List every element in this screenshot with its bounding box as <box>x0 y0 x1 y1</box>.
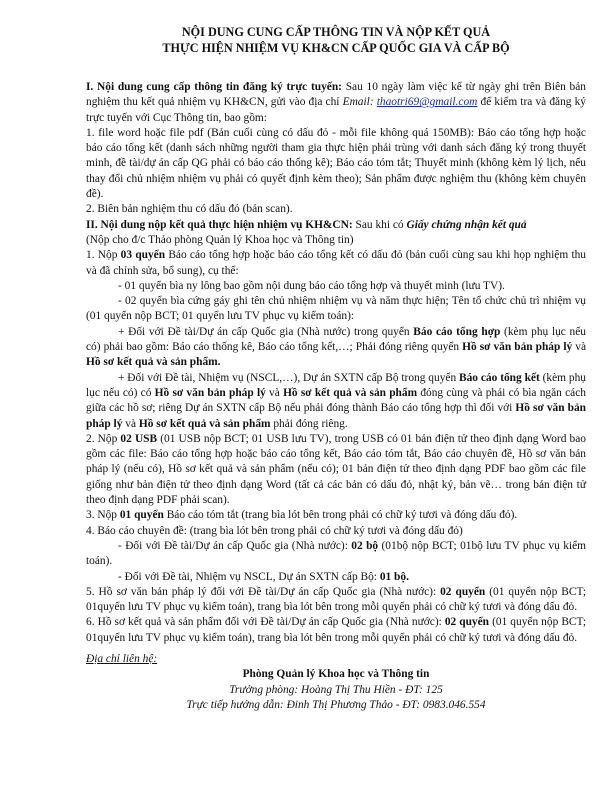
section1-item-1: 1. file word hoặc file pdf (Bản cuối cùng có dấu đỏ - mỗi file không quá 150MB): Báo cáo tổng hợp hoặc báo cáo tổng kết (danh sách những người tham gia thực hiện phải trùng với danh sách đăng ký trong thuyết minh, đề tài/dự án cấp QG phải có báo cáo thống kê); Báo cáo tóm tắt; Thuyết minh (không kèm lý lịch, nếu thay đổi chủ nhiệm nhiệm vụ phải có quyết định kèm theo); Sản phẩm được nghiệm thu (không kèm chuyên đề). <box>86 126 586 201</box>
email-link[interactable]: thaotri69@gmail.com <box>376 96 478 109</box>
item-3: 3. Nộp 01 quyển Báo cáo tóm tắt (trang bìa lót bên trong phải có chữ ký tươi và đóng dấu đỏ). <box>86 509 518 522</box>
section1-heading: I. Nội dung cung cấp thông tin đăng ký trực tuyến: <box>86 81 342 93</box>
item-1-ministry: + Đối với Đề tài, Nhiệm vụ (NSCL,…), Dự án SXTN cấp Bộ trong quyển Báo cáo tổng kết (kèm phụ lục nếu có) có Hồ sơ văn bản pháp lý và Hồ sơ kết quả và sản phẩm đóng cùng và phải có bìa ngăn cách giữa các hồ sơ; riêng Dự án SXTN cấp Bộ nếu phải đóng thành Báo cáo tổng hợp thì đối với Hồ sơ văn bản pháp lý và Hồ sơ kết quả và sản phẩm phải đóng riêng. <box>86 371 586 430</box>
contact-label: Địa chỉ liên hệ: <box>86 652 158 665</box>
item-1: 1. Nộp 03 quyển Báo cáo tổng hợp hoặc báo cáo tổng kết có dấu đỏ (bản cuối cùng sau khi họp nghiệm thu và đã chỉnh sửa, bổ sung), cụ thể: <box>86 249 586 277</box>
section2-intro: II. Nội dung nộp kết quả thực hiện nhiệm vụ KH&CN: Sau khi có Giấy chứng nhận kết quả <box>86 218 527 231</box>
certificate-text: Giấy chứng nhận kết quả <box>406 218 527 231</box>
contact-head: Trưởng phòng: Hoàng Thị Thu Hiền - ĐT: 125 <box>229 683 443 696</box>
item-2: 2. Nộp 02 USB (01 USB nộp BCT; 01 USB lưu TV), trong USB có 01 bản điện tử theo định dạng Word bao gồm các file: Báo cáo tổng hợp hoặc báo cáo tổng kết, Báo cáo tóm tắt, Báo cáo chuyên đề, Hồ sơ văn bản pháp lý (nếu có), Hồ sơ kết quả và sản phẩm (nếu có); 01 bản điện tử theo định dạng PDF bao gồm các file giống như bản điện tử theo định dạng Word (tất cả các bản có dấu đỏ, nhật ký, bản vẽ… trong bản điện tử theo định dạng PDF phải scan). <box>86 432 586 507</box>
item-1-national: + Đối với Đề tài/Dự án cấp Quốc gia (Nhà nước) trong quyển Báo cáo tổng hợp (kèm phụ lục nếu có) phải bao gồm: Báo cáo thống kê, Báo cáo tổng kết,…; Phải đóng riêng quyển Hồ sơ văn bản pháp lý và Hồ sơ kết quả và sản phẩm. <box>86 325 587 369</box>
email-label: Email: <box>342 96 374 109</box>
title-line-1: NỘI DUNG CUNG CẤP THÔNG TIN VÀ NỘP KẾT QUẢ <box>181 25 491 39</box>
section1-item-2: 2. Biên bản nghiệm thu có dấu đỏ (bản scan). <box>86 203 293 216</box>
contact-office: Phòng Quản lý Khoa học và Thông tin <box>242 668 430 681</box>
title-line-2: THỰC HIỆN NHIỆM VỤ KH&CN CẤP QUỐC GIA VÀ CẤP BỘ <box>162 41 510 55</box>
item-4-national: - Đối với Đề tài/Dự án cấp Quốc gia (Nhà nước): 02 bộ (01bộ nộp BCT; 01bộ lưu TV phục vụ kiểm toán). <box>86 539 586 568</box>
contact-direct: Trực tiếp hướng dẫn: Đinh Thị Phương Thảo - ĐT: 0983.046.554 <box>186 698 486 711</box>
item-4-ministry: - Đối với Đề tài, Nhiệm vụ NSCL, Dự án SXTN cấp Bộ: 01 bộ. <box>118 570 409 583</box>
item-4: 4. Báo cáo chuyên đề: (trang bìa lót bên trong phải có chữ ký tươi và đóng dấu đỏ) <box>86 524 463 537</box>
item-1-sub-1: - 01 quyển bìa ny lông bao gồm nội dung báo cáo tổng hợp và thuyết minh (lưu TV). <box>118 279 505 292</box>
item-5: 5. Hồ sơ văn bản pháp lý đối với Đề tài/Dự án cấp Quốc gia (Nhà nước): 02 quyển (01 quyển nộp BCT; 01quyển lưu TV phục vụ kiểm toán), trang bìa lót bên trong mỗi quyển phải có chữ ký tươi và đóng dấu đỏ. <box>86 585 586 614</box>
item-1-sub-2: - 02 quyển bìa cứng gáy ghi tên chủ nhiệm nhiệm vụ và năm thực hiện; Tên tổ chức chủ trì nhiệm vụ (01 quyển nộp BCT; 01 quyển lưu TV phục vụ kiểm toán): <box>86 295 586 323</box>
section1-intro: I. Nội dung cung cấp thông tin đăng ký trực tuyến: Sau 10 ngày làm việc kể từ ngày ghi trên Biên bản nghiệm thu kết quả nhiệm vụ KH&CN, gửi vào địa chỉ Email: thaotri69@gmail.com để kiểm tra và đăng ký trực tuyến với Cục Thông tin, bao gồm: <box>86 81 587 124</box>
section2-heading: II. Nội dung nộp kết quả thực hiện nhiệm vụ KH&CN: <box>86 218 353 231</box>
section2-note: (Nộp cho đ/c Thảo phòng Quản lý Khoa học và Thông tin) <box>86 233 354 246</box>
document-page <box>86 24 586 713</box>
item-6: 6. Hồ sơ kết quả và sản phẩm đối với Đề tài/Dự án cấp Quốc gia (Nhà nước): 02 quyển (01 quyển nộp BCT; 01quyển lưu TV phục vụ kiểm toán), trang bìa lót bên trong mỗi quyển phải có chữ ký tươi và đóng dấu đỏ. <box>86 616 587 644</box>
